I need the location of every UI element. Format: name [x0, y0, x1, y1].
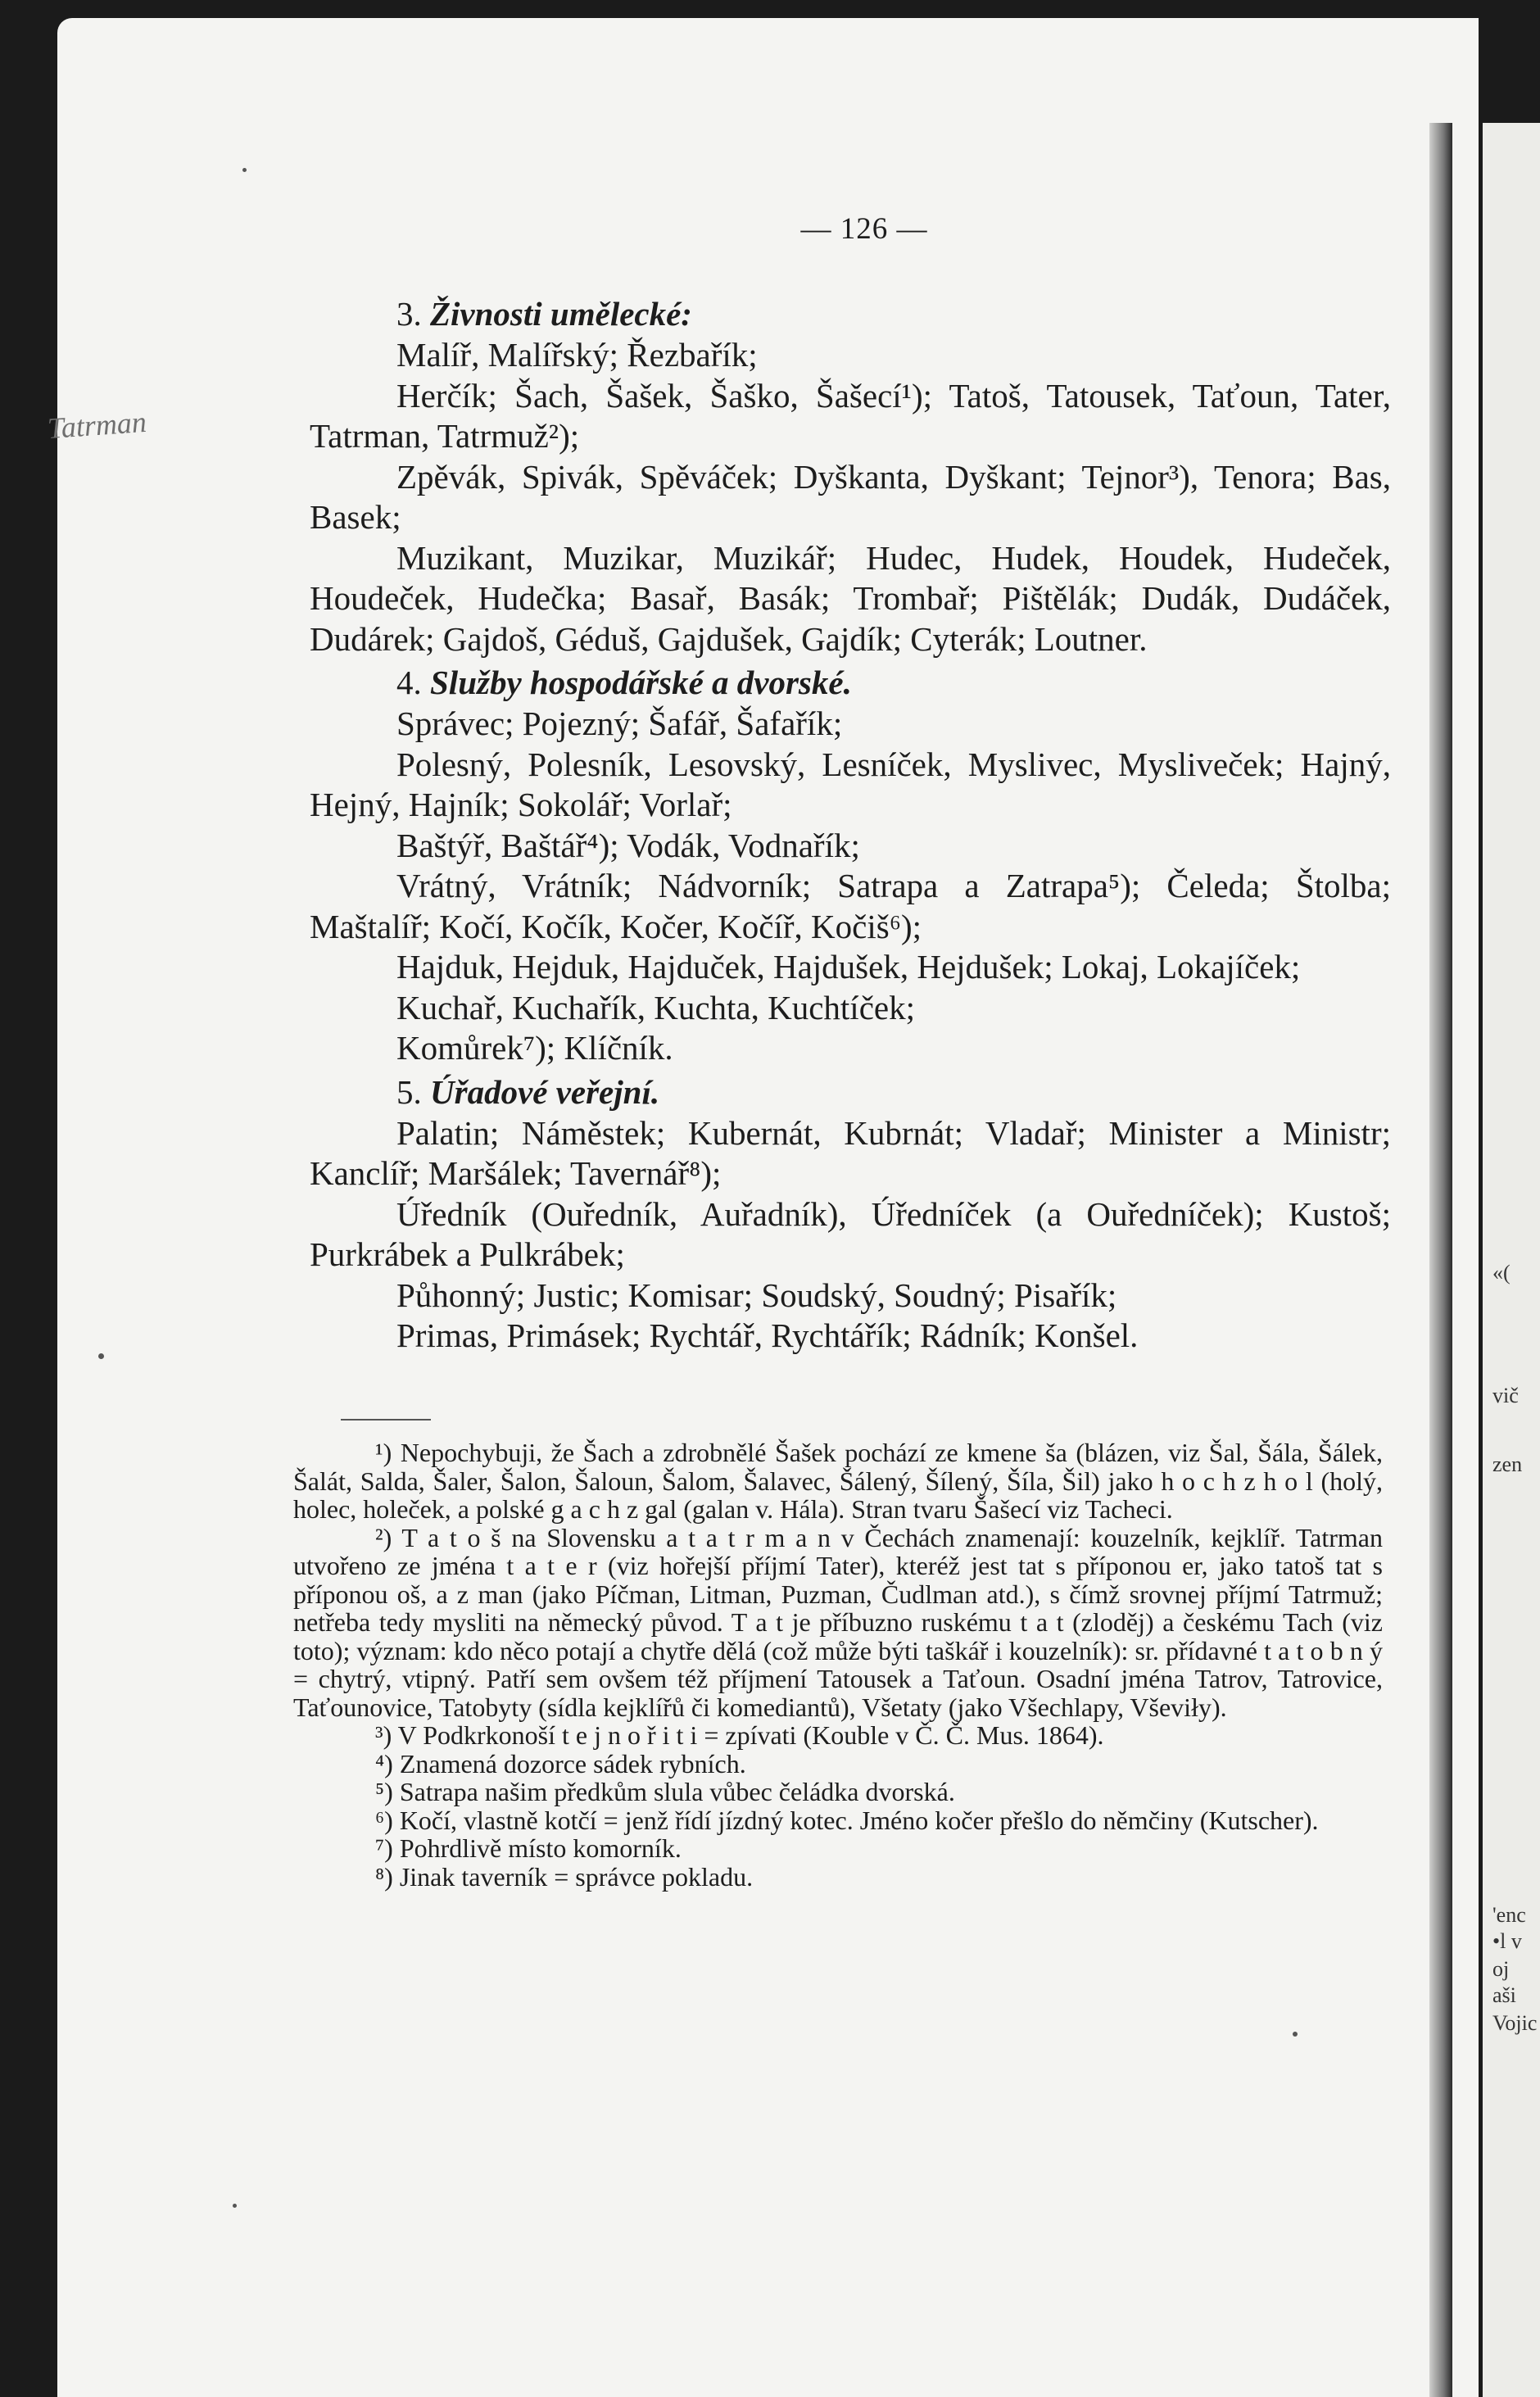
paragraph: Primas, Primásek; Rychtář, Rychtářík; Rádník; Konšel. [396, 1316, 1139, 1354]
handwritten-margin-note: Tatrman [46, 405, 147, 446]
footnote: ⁷) Pohrdlivě místo komorník. [375, 1833, 682, 1863]
adjacent-page-fragment: •l v [1492, 1929, 1522, 1953]
section-zivnosti-umelecke [310, 292, 1391, 659]
paragraph: Zpěvák, Spivák, Spěváček; Dyškanta, Dyškant; Tejnor³), Tenora; Bas, Basek; [310, 457, 1391, 536]
section-heading [310, 661, 1391, 704]
section-heading [310, 292, 1391, 335]
adjacent-page [1483, 123, 1540, 2397]
footnote: ²) T a t o š na Slovensku a t a t r m a n v Čechách znamenají: kouzelník, kejklíř. Tatrman utvořeno ze jména t a t e r (viz hořejší příjmí Tater), kteréž jest tat s příponou er, jako tatoš tat s příponou oš, a z man (jako Píčman, Litman, Puzman, Čudlman atd.), s čímž srovnej příjmí Tatrmuž; netřeba tedy mysliti na německý původ. T a t je příbuzno ruskému t a t (zloděj) a českému Tach (viz toto); význam: kdo něco potají a chytře dělá (což může býti taškář i kouzelník): sr. přídavné t a t o b n ý = chytrý, vtipný. Patří sem ovšem též příjmení Tatousek a Taťoun. Osadní jména Tatrov, Tatrovice, Taťounovice, Tatobyty (sídla kejklířů či komediantů), Všetaty (jako Všechlapy, Vševiły). [293, 1522, 1383, 1722]
section-number: 4. [396, 664, 422, 701]
section-title: Služby hospodářské a dvorské. [430, 664, 852, 701]
paragraph: Úředník (Ouředník, Auřadník), Úředníček (a Ouředníček); Kustoš; Purkrábek a Pulkrábek; [310, 1194, 1391, 1273]
paragraph: Vrátný, Vrátník; Nádvorník; Satrapa a Zatrapa⁵); Čeleda; Štolba; Maštalíř; Kočí, Kočík, Kočer, Kočíř, Kočiš⁶); [310, 867, 1391, 945]
paragraph: Polesný, Polesník, Lesovský, Lesníček, Myslivec, Mysliveček; Hajný, Hejný, Hajník; Sokolář; Vorlař; [310, 745, 1391, 823]
section-number: 5. [396, 1072, 422, 1111]
main-text [310, 291, 1391, 1357]
adjacent-page-fragment: aši [1492, 1983, 1516, 2007]
paragraph: Kuchař, Kuchařík, Kuchta, Kuchtíček; [396, 988, 915, 1026]
paragraph: Správec; Pojezný; Šafář, Šafařík; [396, 705, 843, 742]
footnote-rule [341, 1419, 431, 1421]
paragraph: Muzikant, Muzikar, Muzikář; Hudec, Hudek, Houdek, Hudeček, Houdeček, Hudečka; Basař, Basák; Trombař; Pištělák; Dudák, Dudáček, Dudárek; Gajdoš, Géduš, Gajdušek, Gajdík; Cyterák; Loutner. [310, 538, 1391, 658]
adjacent-page-fragment: zen [1492, 1452, 1523, 1476]
adjacent-page-fragment: «( [1492, 1261, 1511, 1285]
footnote: ³) V Podkrkonoší t e j n o ř i t i = zpívati (Kouble v Č. Č. Mus. 1864). [375, 1720, 1104, 1750]
section-sluzby-hospodarske [310, 661, 1391, 1069]
adjacent-page-fragment: vič [1492, 1384, 1519, 1407]
scan-speck [98, 1353, 104, 1359]
footnote: ¹) Nepochybuji, že Šach a zdrobnělé Šašek pochází ze kmene ša (blázen, viz Šal, Šála, Šálek, Šalát, Salda, Šaler, Šalon, Šaloun, Šalom, Šalavec, Šálený, Šílený, Šíla, Šil) jako h o c h z h o l (holý, holec, holeček, a polské g a c h z gal (galan v. Hála). Stran tvaru Šašecí viz Tacheci. [293, 1438, 1383, 1524]
section-heading [310, 1071, 1391, 1113]
footnote: ⁵) Satrapa našim předkům slula vůbec čeládka dvorská. [375, 1777, 955, 1806]
scan-speck [242, 168, 247, 172]
page-number: — 126 — [800, 212, 928, 246]
paragraph: Palatin; Náměstek; Kubernát, Kubrnát; Vladař; Minister a Ministr; Kanclíř; Maršálek; Tavernář⁸); [310, 1113, 1391, 1192]
footnotes [293, 1439, 1383, 1891]
section-title: Úřadové veřejní. [430, 1072, 660, 1111]
book-spine-shadow [1429, 123, 1452, 2397]
section-number: 3. [396, 295, 422, 333]
footnote: ⁴) Znamená dozorce sádek rybních. [375, 1748, 746, 1778]
adjacent-page-fragment: 'enc [1492, 1903, 1526, 1927]
footnote: ⁸) Jinak taverník = správce pokladu. [375, 1861, 754, 1892]
section-title: Živnosti umělecké: [430, 295, 692, 333]
scan-speck [1293, 2032, 1298, 2037]
scan-speck [233, 2204, 237, 2208]
section-uradove-verejni [310, 1071, 1391, 1357]
adjacent-page-fragment: Vojic [1492, 2011, 1538, 2035]
paragraph: Baštýř, Baštář⁴); Vodák, Vodnařík; [396, 826, 860, 864]
paragraph: Malíř, Malířský; Řezbařík; [396, 336, 758, 374]
paragraph: Komůrek⁷); Klíčník. [396, 1029, 673, 1067]
paragraph: Hajduk, Hejduk, Hajduček, Hajdušek, Hejdušek; Lokaj, Lokajíček; [396, 948, 1301, 986]
paragraph: Půhonný; Justic; Komisar; Soudský, Soudný; Pisařík; [396, 1276, 1117, 1314]
adjacent-page-fragment: oj [1492, 1957, 1510, 1981]
footnote: ⁶) Kočí, vlastně kotčí = jenž řídí jízdný kotec. Jméno kočer přešlo do němčiny (Kutscher). [375, 1805, 1319, 1835]
paragraph: Herčík; Šach, Šašek, Šaško, Šašecí¹); Tatoš, Tatousek, Taťoun, Tater, Tatrman, Tatrmuž²); [310, 376, 1391, 455]
